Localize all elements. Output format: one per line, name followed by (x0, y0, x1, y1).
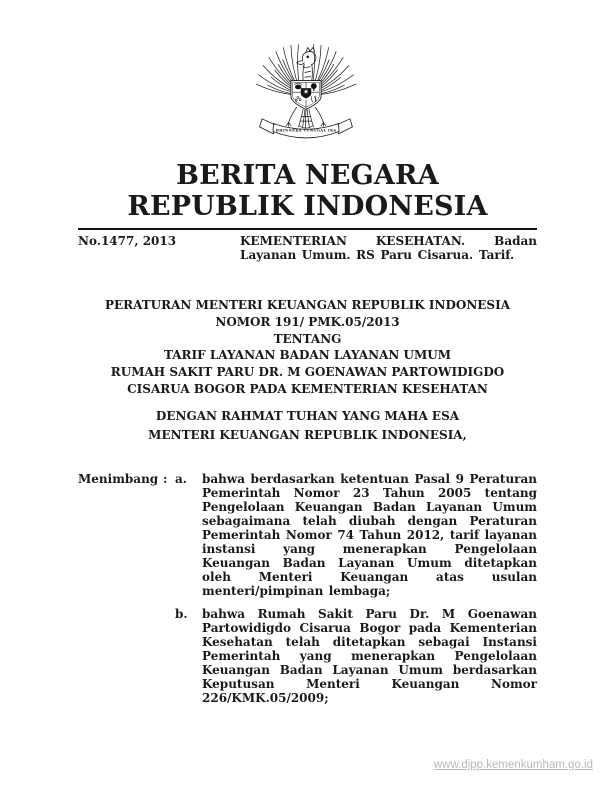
garuda-head (297, 48, 316, 81)
garuda-pancasila-emblem (247, 40, 365, 153)
considering-block (78, 472, 537, 705)
regulation-heading (78, 297, 537, 398)
item-text: bahwa Rumah Sakit Paru Dr. M Goenawan Partowidigdo Cisarua Bogor pada Kementerian Kesehatan telah ditetapkan sebagai Instansi Pemerintah yang menerapkan Pengelolaan Keuangan Badan Layanan Umum berdasarkan Keputusan Menteri Keuangan Nomor 226/KMK.05/2009; (202, 607, 537, 705)
garuda-tail (286, 107, 325, 128)
item-text: bahwa berdasarkan ketentuan Pasal 9 Peraturan Pemerintah Nomor 23 Tahun 2005 tentang Pengelolaan Keuangan Badan Layanan Umum sebagaimana telah diubah dengan Peraturan Pemerintah Nomor 74 Tahun 2012, tarif layanan instansi yang menerapkan Pengelolaan Keuangan Badan Layanan Umum ditetapkan oleh Menteri Keuangan atas usulan menteri/pimpinan lembaga; (202, 472, 537, 598)
regulation-heading-line: RUMAH SAKIT PARU DR. M GOENAWAN PARTOWIDIGDO (110, 365, 505, 380)
garuda-motto-text: BHINNEKA TUNGGAL IKA (275, 128, 337, 133)
considering-item-b (175, 607, 537, 705)
considering-separator: : (163, 472, 168, 486)
invocation-line2: MENTERI KEUANGAN REPUBLIK INDONESIA, (148, 428, 467, 442)
item-marker: a. (175, 472, 187, 486)
invocation-line1: DENGAN RAHMAT TUHAN YANG MAHA ESA (155, 409, 460, 423)
regulation-heading-line: TARIF LAYANAN BADAN LAYANAN UMUM (163, 348, 452, 363)
invocation (78, 407, 537, 445)
masthead-title-line1: BERITA NEGARA (176, 160, 439, 191)
garuda-shield (291, 81, 321, 110)
regulation-heading-line: TENTANG (273, 331, 342, 346)
masthead-title-line2: REPUBLIK INDONESIA (127, 191, 488, 222)
item-marker: b. (175, 607, 188, 621)
considering-label: Menimbang (78, 472, 159, 486)
masthead-rule (78, 228, 537, 230)
considering-items (175, 472, 537, 705)
regulation-heading-line: CISARUA BOGOR PADA KEMENTERIAN KESEHATAN (127, 381, 488, 396)
considering-item-a (175, 472, 537, 598)
issue-number: No.1477, 2013 (78, 234, 177, 248)
masthead (78, 160, 537, 222)
issue-row (78, 234, 537, 262)
regulation-heading-line: NOMOR 191/ PMK.05/2013 (215, 314, 400, 329)
regulation-heading-line: PERATURAN MENTERI KEUANGAN REPUBLIK INDONESIA (104, 298, 511, 312)
issue-subject: KEMENTERIAN KESEHATAN. Badan Layanan Umum. RS Paru Cisarua. Tarif. (240, 234, 537, 262)
garuda-emblem-svg (247, 40, 365, 153)
footer-url-link[interactable]: www.djpp.kemenkumham.go.id (433, 759, 593, 771)
